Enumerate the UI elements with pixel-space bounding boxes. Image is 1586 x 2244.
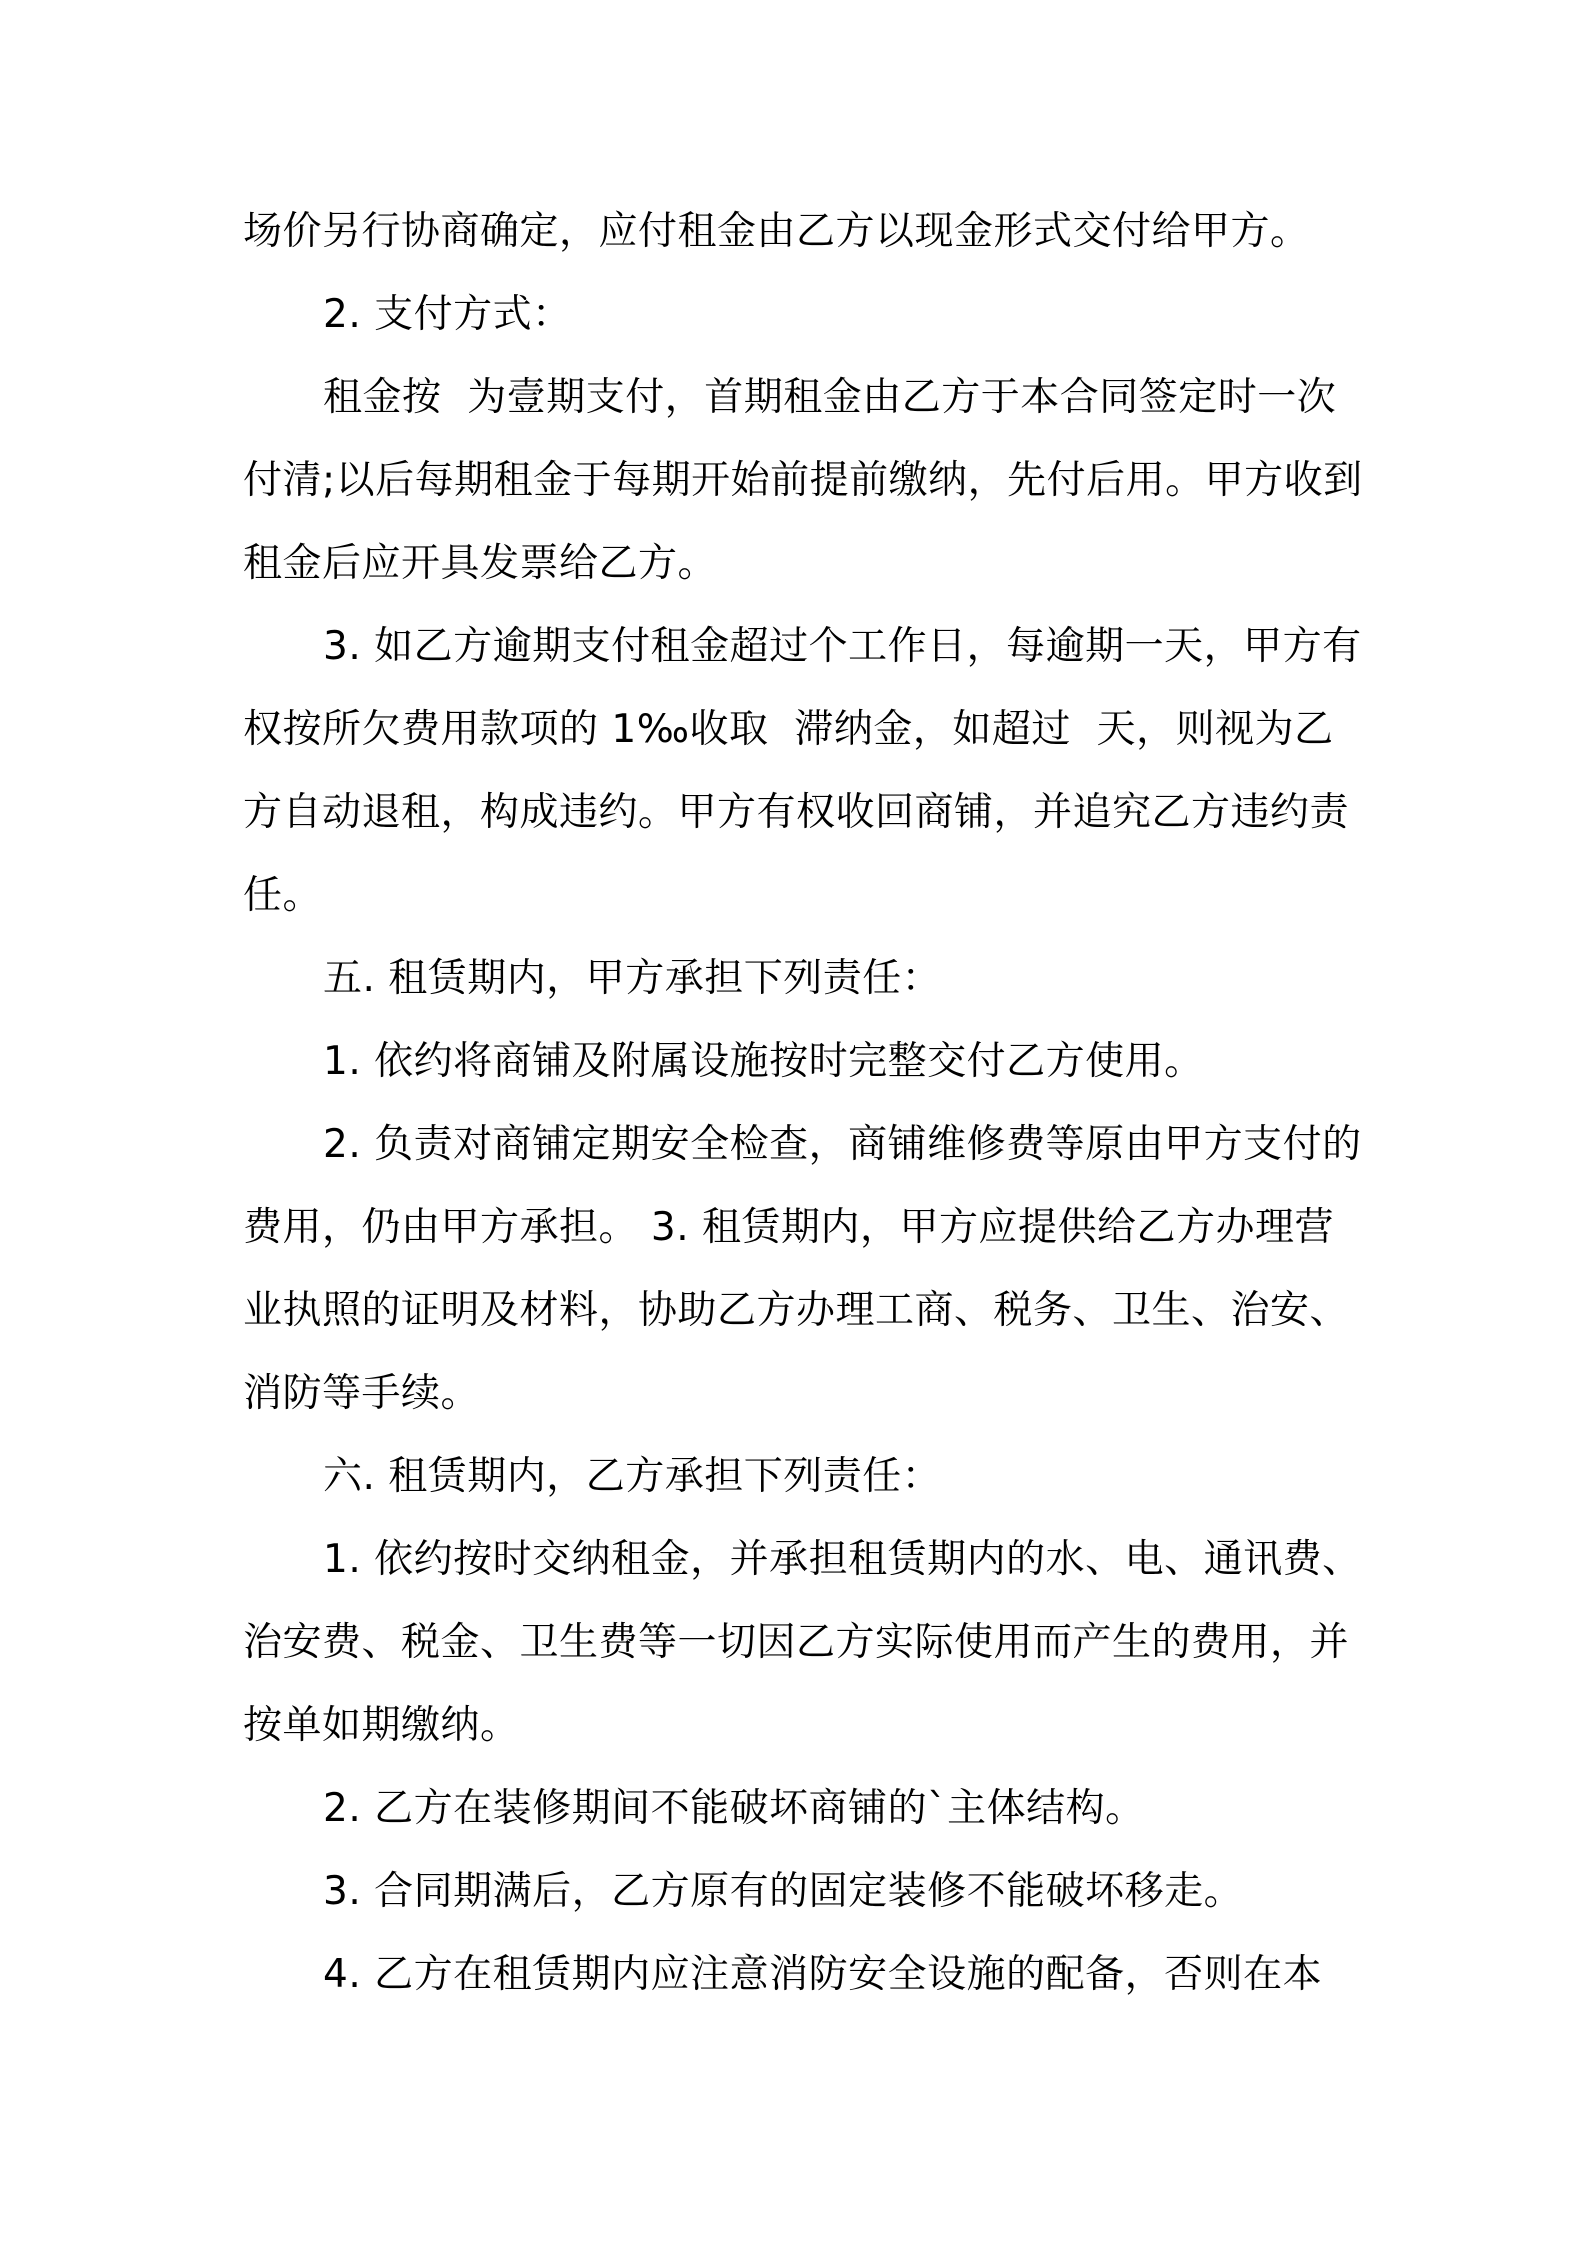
section-heading-6: 六. 租赁期内，乙方承担下列责任： — [323, 1454, 942, 1499]
paragraph-6: 1. 依约将商铺及附属设施按时完整交付乙方使用。 — [323, 1039, 1204, 1084]
document-body — [243, 190, 1363, 2016]
paragraph-12: 4. 乙方在租赁期内应注意消防安全设施的配备，否则在本 — [323, 1952, 1323, 1997]
paragraph-10: 2. 乙方在装修期间不能破坏商铺的`主体结构。 — [323, 1786, 1145, 1831]
paragraph-3: 租金按 为壹期支付，首期租金由乙方于本合同签定时一次付清;以后每期租金于每期开始前提前缴纳，先付后用。甲方收到租金后应开具发票给乙方。 — [243, 375, 1363, 586]
paragraph-4: 3. 如乙方逾期支付租金超过个工作日，每逾期一天，甲方有权按所欠费用款项的 1‰收取 滞纳金，如超过 天，则视为乙方自动退租，构成违约。甲方有权收回商铺，并追究乙方违约责任。 — [243, 624, 1362, 918]
section-heading-5: 五. 租赁期内，甲方承担下列责任： — [323, 956, 942, 1001]
paragraph-11: 3. 合同期满后，乙方原有的固定装修不能破坏移走。 — [323, 1869, 1244, 1914]
paragraph-7: 2. 负责对商铺定期安全检查，商铺维修费等原由甲方支付的费用，仍由甲方承担。 3. 租赁期内，甲方应提供给乙方办理营业执照的证明及材料，协助乙方办理工商、税务、卫生、治安、消防等手续。 — [243, 1122, 1362, 1416]
paragraph-1: 场价另行协商确定，应付租金由乙方以现金形式交付给甲方。 — [243, 209, 1310, 254]
paragraph-9: 1. 依约按时交纳租金，并承担租赁期内的水、电、通讯费、治安费、税金、卫生费等一切因乙方实际使用而产生的费用，并按单如期缴纳。 — [243, 1537, 1362, 1748]
paragraph-2: 2. 支付方式： — [323, 292, 572, 337]
